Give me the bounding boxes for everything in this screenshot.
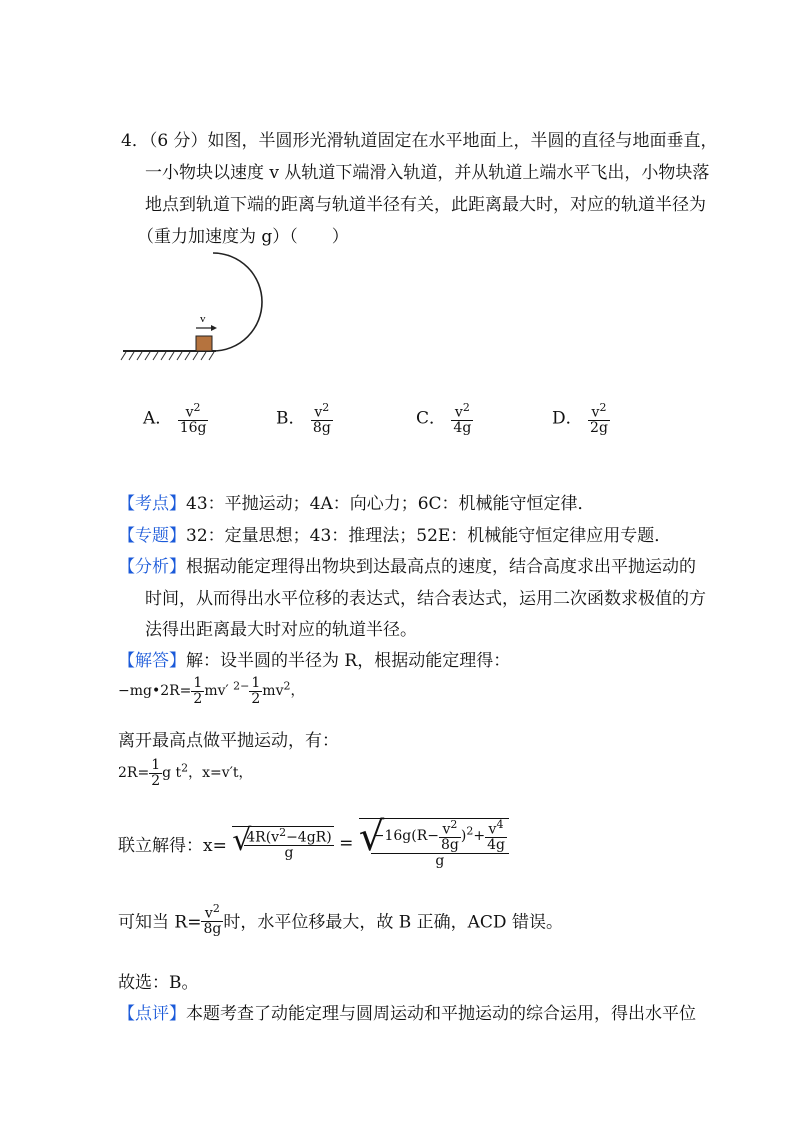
question-line-1: 4．（6 分）如图，半圆形光滑轨道固定在水平地面上，半圆的直径与地面垂直，: [121, 131, 718, 151]
question-line-2: 一小物块以速度 v 从轨道下端滑入轨道，并从轨道上端水平飞出，小物块落: [145, 163, 710, 183]
option-fraction: $\frac{v^2}{4g}$: [453, 401, 472, 437]
option-fraction: $\frac{v^2}{2g}$: [590, 401, 608, 437]
option-letter: A．: [143, 408, 173, 429]
fenxi-line-3: 法得出距离最大时对应的轨道半径。: [145, 620, 417, 640]
arrow-head-icon: [211, 325, 217, 331]
question-line-4: （重力加速度为 g）（ ）: [137, 227, 349, 247]
block: [196, 336, 212, 351]
track-figure: [118, 248, 278, 368]
option-b[interactable]: [276, 402, 333, 436]
dianping-tag: 【点评】: [118, 1004, 186, 1024]
equation-energy: −mg•2R= $\frac{1}{2}$ mv′ $^{2-}$ $\frac{1}{2}$ $mv^2$，: [118, 675, 305, 707]
option-letter: D．: [552, 408, 583, 429]
kaodian-tag: 【考点】: [118, 494, 186, 514]
fenxi-line-2: 时间，从而得出水平位移的表达式，结合表达式，运用二次函数求极值的方: [145, 589, 706, 609]
jieda-tag: 【解答】: [118, 651, 186, 671]
leave-text: 离开最高点做平抛运动，有：: [118, 731, 339, 751]
option-fraction: $\frac{v^2}{8g}$: [312, 401, 331, 437]
option-letter: B．: [276, 408, 306, 429]
sqrt-expression-2: √ −16g(R− $\frac{v^2}{8g}$ )$^2$+ $\frac{v^4}{4g}$ g: [359, 818, 509, 869]
fenxi-line-1: 【分析】根据动能定理得出物块到达最高点的速度，结合高度求出平抛运动的: [118, 557, 696, 577]
equation-solution: 联立解得：x= √ $\frac{4R(v^2-4gR)}{g}$ = √ −16g(R− $\frac{v^2}{8g}$ )$^2$+ $\frac{v^4}{4g}$ g: [118, 818, 509, 869]
zhuanti-line: [118, 521, 671, 546]
kaodian-text: 43：平抛运动；4A：向心力；6C：机械能守恒定律．: [186, 494, 595, 514]
conclusion-line: 可知当 R= $\frac{v^2}{8g}$ 时，水平位移最大，故 B 正确，ACD 错误。: [118, 902, 563, 938]
jieda-line: 【解答】解：设半圆的半径为 R，根据动能定理得：: [118, 651, 511, 671]
zhuanti-text: 32：定量思想；43：推理法；52E：机械能守恒定律应用专题．: [186, 526, 672, 546]
option-letter: C．: [416, 408, 447, 429]
fenxi-tag: 【分析】: [118, 557, 186, 577]
option-fraction: $\frac{v^2}{16g}$: [179, 401, 207, 437]
semicircle-track: [213, 253, 262, 351]
equation-projectile: 2R= $\frac{1}{2}$ g $t^2$，x=v′t，: [118, 757, 253, 789]
answer-line: 故选：B。: [118, 973, 199, 993]
question-line-3: 地点到轨道下端的距离与轨道半径有关，此距离最大时，对应的轨道半径为: [145, 195, 706, 215]
velocity-label: v: [200, 313, 206, 325]
ground-hatching: [121, 352, 214, 360]
dianping-line: 【点评】本题考查了动能定理与圆周运动和平抛运动的综合运用，得出水平位: [118, 1004, 696, 1024]
kaodian-line: [118, 489, 595, 514]
option-d[interactable]: [552, 402, 610, 436]
option-a[interactable]: [143, 402, 208, 436]
zhuanti-tag: 【专题】: [118, 526, 186, 546]
option-c[interactable]: [416, 402, 473, 436]
sqrt-expression-1: √ $\frac{4R(v^2-4gR)}{g}$: [232, 822, 332, 862]
